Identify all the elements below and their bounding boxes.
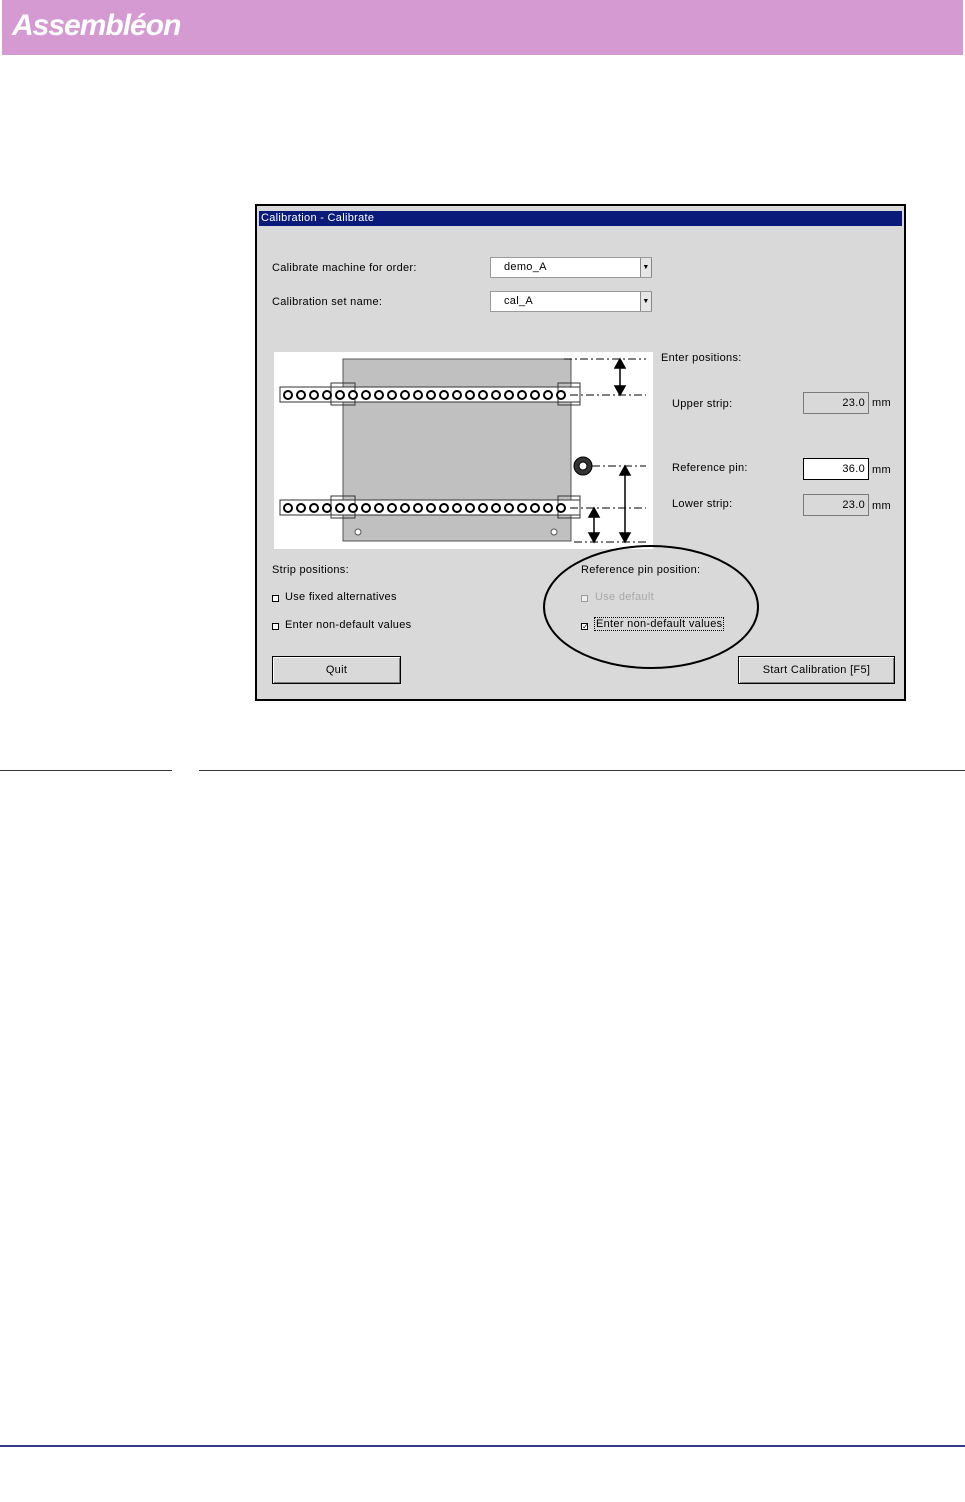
calibration-dialog (255, 204, 906, 701)
strip-pin (479, 391, 487, 399)
strip-pin (323, 504, 331, 512)
strip-pin (401, 504, 409, 512)
strip-pin (531, 391, 539, 399)
strip-pin (284, 504, 292, 512)
upper-strip-unit: mm (872, 397, 891, 409)
strip-pin (323, 391, 331, 399)
strip-pin (310, 504, 318, 512)
strip-pin (440, 391, 448, 399)
checkmark-icon: ✓ (582, 622, 590, 631)
strip-positions-heading: Strip positions: (272, 564, 349, 576)
use-default-label: Use default (595, 591, 654, 603)
strip-pin (310, 391, 318, 399)
reference-pin-field[interactable]: 36.0 (803, 458, 869, 480)
strip-pin (518, 391, 526, 399)
strip-pin (297, 391, 305, 399)
quit-button[interactable]: Quit (272, 656, 401, 684)
strip-pin (531, 504, 539, 512)
strip-pin (492, 504, 500, 512)
chevron-down-icon[interactable]: ▼ (640, 292, 652, 311)
strip-pin (544, 391, 552, 399)
section-divider-left (0, 770, 172, 771)
reference-pin-unit: mm (872, 464, 891, 476)
strip-pin (414, 391, 422, 399)
strip-pin (362, 504, 370, 512)
strip-pin (414, 504, 422, 512)
strip-pin (284, 391, 292, 399)
strip-pin (453, 391, 461, 399)
strip-non-default-checkbox[interactable] (272, 623, 279, 630)
strip-pin (336, 504, 344, 512)
lower-strip-label: Lower strip: (672, 498, 733, 510)
strip-pin (440, 504, 448, 512)
ref-pin-position-heading: Reference pin position: (581, 564, 701, 576)
footer-rule (0, 1445, 965, 1447)
upper-strip-field[interactable]: 23.0 (803, 392, 869, 414)
strip-pin (466, 504, 474, 512)
strip-pin (401, 391, 409, 399)
strip-pin (544, 504, 552, 512)
strip-pin (388, 504, 396, 512)
chevron-down-icon[interactable]: ▼ (640, 258, 652, 277)
strip-pin (375, 391, 383, 399)
strip-pin (375, 504, 383, 512)
strip-pin (362, 391, 370, 399)
strip-pin (336, 391, 344, 399)
reference-pin-label: Reference pin: (672, 462, 748, 474)
order-combo-value: demo_A (504, 261, 547, 273)
strip-pin (453, 504, 461, 512)
lower-strip-unit: mm (872, 500, 891, 512)
strip-pin (427, 391, 435, 399)
strip-pin (505, 504, 513, 512)
strip-pin (518, 504, 526, 512)
enter-positions-label: Enter positions: (661, 352, 742, 364)
strip-pin (492, 391, 500, 399)
header-band (2, 0, 963, 55)
use-fixed-alternatives-label[interactable]: Use fixed alternatives (285, 591, 397, 603)
use-fixed-alternatives-checkbox[interactable] (272, 595, 279, 602)
set-label: Calibration set name: (272, 296, 383, 308)
upper-strip-label: Upper strip: (672, 398, 733, 410)
set-combo-value: cal_A (504, 295, 534, 307)
start-calibration-button[interactable]: Start Calibration [F5] (738, 656, 895, 684)
dialog-titlebar: Calibration - Calibrate (259, 211, 902, 226)
board-strip-diagram-svg (274, 352, 653, 549)
ref-non-default-label[interactable]: Enter non-default values (596, 618, 723, 630)
strip-pin (349, 504, 357, 512)
assembleon-logo: Assembléon (12, 9, 181, 42)
strip-pin (349, 391, 357, 399)
strip-pin (388, 391, 396, 399)
strip-pin (297, 504, 305, 512)
strip-pin (557, 504, 565, 512)
strip-pin (479, 504, 487, 512)
order-combo[interactable] (490, 257, 652, 278)
set-combo[interactable] (490, 291, 652, 312)
highlight-ellipse (543, 544, 763, 672)
order-label: Calibrate machine for order: (272, 262, 417, 274)
strip-pin (557, 391, 565, 399)
strip-pin (427, 504, 435, 512)
strip-non-default-label[interactable]: Enter non-default values (285, 619, 412, 631)
board-strip-diagram (274, 352, 653, 549)
section-divider-right (199, 770, 965, 771)
strip-pin (466, 391, 474, 399)
strip-pin (505, 391, 513, 399)
lower-strip-field[interactable]: 23.0 (803, 494, 869, 516)
